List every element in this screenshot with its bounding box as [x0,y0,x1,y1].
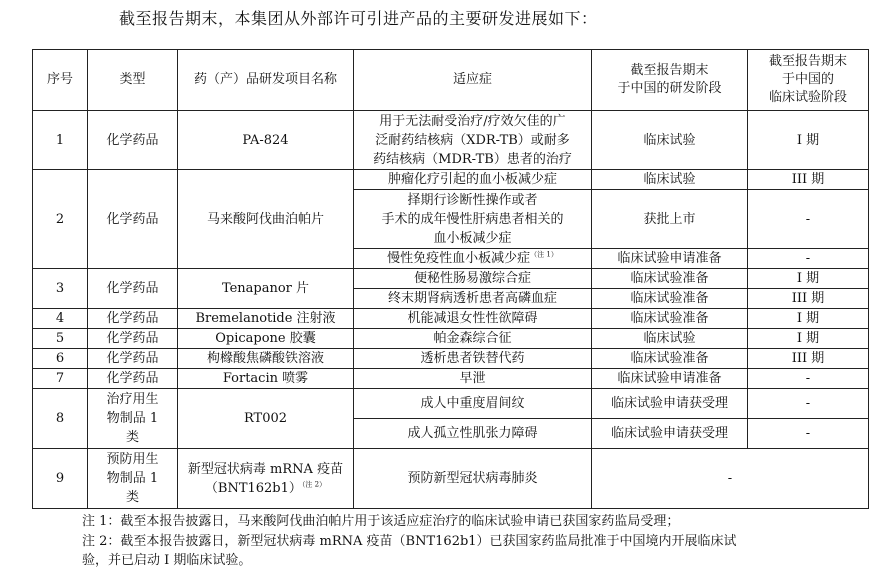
table-row [33,329,869,349]
cell-type: 化学药品 [88,170,178,269]
cell-type: 化学药品 [88,349,178,369]
indication-text: 慢性免疫性血小板减少症 [387,251,531,266]
table-row [33,170,869,190]
cell-indication: 早泄 [354,369,592,389]
rd-progress-table [32,49,869,509]
cell-stage: 临床试验 [592,170,748,190]
project-text: 新型冠状病毒 mRNA 疫苗 （BNT162b1） [187,461,344,496]
cell-stage: 临床试验申请准备 [592,369,748,389]
cell-phase: III 期 [748,170,869,190]
cell-project: Opicapone 胶囊 [178,329,354,349]
cell-project: Fortacin 喷雾 [178,369,354,389]
cell-project [178,449,354,509]
cell-phase: III 期 [748,289,869,309]
footnote-2: 注 2：截至本报告披露日，新型冠状病毒 mRNA 疫苗（BNT162b1）已获国家药监局批准于中国境内开展临床试 [82,533,737,549]
header-seq: 序号 [33,50,88,111]
cell-stage: 临床试验准备 [592,349,748,369]
cell-project: 枸橼酸焦磷酸铁溶液 [178,349,354,369]
cell-stage: 临床试验准备 [592,269,748,289]
cell-seq: 9 [33,449,88,509]
cell-indication: 成人孤立性肌张力障碍 [354,419,592,449]
cell-indication: 用于无法耐受治疗/疗效欠佳的广 泛耐药结核病（XDR-TB）或耐多 药结核病（MDR-TB）患者的治疗 [354,111,592,170]
footnote-ref-2: （注 2） [301,480,327,489]
cell-type: 化学药品 [88,309,178,329]
cell-seq: 3 [33,269,88,309]
table-row [33,269,869,289]
cell-indication: 帕金森综合征 [354,329,592,349]
header-indication: 适应症 [354,50,592,111]
cell-project: 马来酸阿伐曲泊帕片 [178,170,354,269]
cell-seq: 1 [33,111,88,170]
cell-stage: - [592,449,869,509]
cell-seq: 8 [33,389,88,449]
cell-project: RT002 [178,389,354,449]
cell-stage: 临床试验准备 [592,309,748,329]
header-project: 药（产）品研发项目名称 [178,50,354,111]
cell-stage: 临床试验 [592,329,748,349]
cell-stage: 临床试验申请获受理 [592,419,748,449]
cell-indication: 择期行诊断性操作或者 手术的成年慢性肝病患者相关的 血小板减少症 [354,190,592,249]
cell-indication: 便秘性肠易激综合症 [354,269,592,289]
header-stage: 截至报告期末 于中国的研发阶段 [592,50,748,111]
cell-seq: 2 [33,170,88,269]
cell-seq: 4 [33,309,88,329]
cell-stage: 临床试验申请获受理 [592,389,748,419]
cell-type: 预防用生 物制品 1 类 [88,449,178,509]
footnote-1: 注 1：截至本报告披露日，马来酸阿伐曲泊帕片用于该适应症治疗的临床试验申请已获国家药监局受理； [82,514,680,529]
table-row [33,111,869,170]
cell-stage: 临床试验 [592,111,748,170]
cell-indication: 透析患者铁替代药 [354,349,592,369]
table-header-row [33,50,869,111]
cell-type: 化学药品 [88,269,178,309]
cell-phase: - [748,249,869,269]
cell-type: 化学药品 [88,369,178,389]
cell-indication: 成人中重度眉间纹 [354,389,592,419]
cell-indication: 肿瘤化疗引起的血小板减少症 [354,170,592,190]
footnote-ref-1: （注 1） [530,250,558,259]
footnotes [82,512,737,571]
cell-project: Tenapanor 片 [178,269,354,309]
table-row [33,449,869,509]
cell-phase: - [748,419,869,449]
cell-type: 治疗用生 物制品 1 类 [88,389,178,449]
cell-indication [354,249,592,269]
cell-phase: I 期 [748,111,869,170]
cell-indication: 终末期肾病透析患者高磷血症 [354,289,592,309]
cell-seq: 5 [33,329,88,349]
cell-phase: I 期 [748,269,869,289]
cell-stage: 临床试验申请准备 [592,249,748,269]
cell-phase: III 期 [748,349,869,369]
cell-phase: I 期 [748,309,869,329]
table-row [33,309,869,329]
cell-phase: - [748,369,869,389]
cell-stage: 获批上市 [592,190,748,249]
footnote-2-continued: 验，并已启动 I 期临床试验。 [82,553,252,568]
cell-seq: 7 [33,369,88,389]
cell-type: 化学药品 [88,329,178,349]
cell-project: Bremelanotide 注射液 [178,309,354,329]
cell-stage: 临床试验准备 [592,289,748,309]
intro-text: 截至报告期末，本集团从外部许可引进产品的主要研发进展如下： [119,9,598,28]
cell-seq: 6 [33,349,88,369]
cell-phase: I 期 [748,329,869,349]
header-phase: 截至报告期末 于中国的 临床试验阶段 [748,50,869,111]
table-row [33,389,869,419]
header-type: 类型 [88,50,178,111]
cell-type: 化学药品 [88,111,178,170]
table-row [33,349,869,369]
cell-phase: - [748,190,869,249]
cell-phase: - [748,389,869,419]
cell-indication: 预防新型冠状病毒肺炎 [354,449,592,509]
table-row [33,369,869,389]
cell-indication: 机能减退女性性欲障碍 [354,309,592,329]
cell-project: PA-824 [178,111,354,170]
